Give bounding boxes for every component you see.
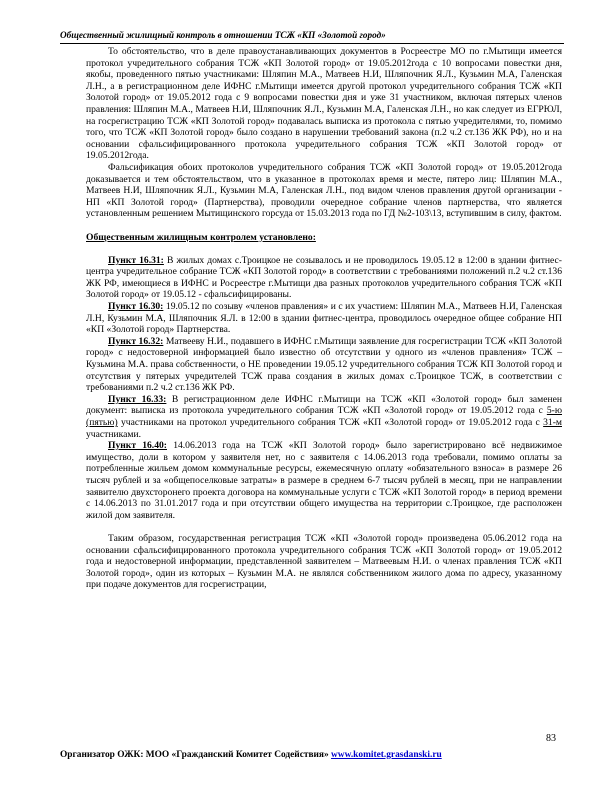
page-header: Общественный жилищный контроль в отношении ТСЖ «КП «Золотой город» [60, 30, 386, 40]
point-16-30 [86, 301, 562, 336]
paragraph-1: То обстоятельство, что в деле правоустанавливающих документов в Росреестре МО по г.Мытищи имеется протокол учредительного собрания ТСЖ «КП Золотой город» от 19.05.2012года с 10 вопросами повестки дня, якобы, проведенного пятью участниками: Шляпин М.А., Матвеев Н.И, Шляпочник Я.Л., Кузьмин М.А, Галенская Л.Н., а в регистрационном деле ИФНС г.Мытищи имеется другой протокол учредительного собрания ТСЖ «КП Золотой город» от 19.05.2012 года с 9 вопросами повестки дня и уже 31 участником, включая пятерых членов правления: Шляпин М.А., Матвеев Н.И, Шляпочник Я.Л., Кузьмин М.А, Галенская Л.Н., но как следует из ЕГРЮЛ, на госрегистрацию ТСЖ «КП Золотой город» подавалась выписка из протокола с пятью учредителями, то, помимо того, что ТСЖ «КП Золотой город» было создано в нарушении требований закона (п.2 ч.2 ст.136 ЖК РФ), но и на основании сфальсифицированного протокола учредительного собрания ТСЖ «КП Золотой город» от 19.05.2012года. [86, 46, 562, 162]
point-text: В регистрационном деле ИФНС г.Мытищи на ТСЖ «КП «Золотой город» был заменен документ: выписка из протокола учредительного собрания ТСЖ «КП «Золотой город» от 19.05.2012 года с [86, 393, 562, 417]
point-16-32 [86, 336, 562, 394]
header-divider [60, 43, 564, 44]
point-text: В жилых домах с.Троицкое не созывалось и не проводилось 19.05.12 в 12:00 в здании фитнес-центра учредительное собрание ТСЖ «КП Золотой город» в соответствии с требованиями положений п.2 ч.2 ст.136 ЖК РФ, имеющиеся в ИФНС и Росреестре г.Мытищи два разных протоколов учредительного собрания ТСЖ «КП Золотой город» от 19.05.12 - сфальсифицированы. [86, 254, 562, 301]
spacer [86, 243, 562, 255]
point-label: Пункт 16.40: [108, 440, 167, 452]
point-label: Пункт 16.31: [108, 254, 164, 266]
paragraph-2: Фальсификация обоих протоколов учредительного собрания ТСЖ «КП Золотой город» от 19.05.2012года доказывается и тем обстоятельством, что в указанное в протоколах время и месте, пятеро лиц: Шляпин М.А., Матвеев Н.И, Шляпочник Я.Л., Кузьмин М.А, Галенская Л.Н., под видом членов правления другой организации - НП «КП Золотой город» (Партнерства), проводили очередное собрание членов партнерства, что является установленным решением Мытищинского горсуда от 15.03.2013 года по ГД №2-103\13, вступившим в силу, фактом. [86, 161, 562, 220]
underlined-count-31: 31-м [543, 417, 562, 428]
section-heading-text: Общественным жилищным контролем установлено: [86, 231, 316, 243]
point-16-31 [86, 255, 562, 301]
paragraph-conclusion: Таким образом, государственная регистрация ТСЖ «КП «Золотой город» произведена 05.06.2012 года на основании сфальсифицированного протокола учредительного собрания ТСЖ «КП Золотой город» от 19.05.2012 года и недостоверной информации, представленной заявителем – Матвеевым Н.И. о членах правления ТСЖ «КП Золотой город», один из которых – Кузьмин М.А. не являлся собственником жилого дома по адресу, указанному при подаче документов для госрегистрации, [86, 532, 562, 591]
point-text: участниками. [86, 428, 141, 440]
point-text: 19.05.12 по созыву «членов правления» и с их участием: Шляпин М.А., Матвеев Н.И, Галенская Л.Н, Кузьмин М.А, Шляпочник Я.Л. в 12:00 в здании фитнес-центра, проводилось очередное общее собрание НП «КП «Золотой город» Партнерства. [86, 301, 562, 336]
spacer [86, 521, 562, 533]
section-heading [86, 232, 562, 244]
point-16-40 [86, 440, 562, 521]
footer-organizer: Организатор ОЖК: МОО «Гражданский Комитет Содействия» [60, 750, 332, 760]
underlined-count-five: 5-ю (пятью) [86, 405, 562, 428]
point-text: 14.06.2013 года на ТСЖ «КП Золотой город» было зарегистрировано всё недвижимое имущество, доли в котором у заявителя нет, но с заявителя с 14.06.2013 года требовали, помимо оплаты за потребленные жильем домом коммунальные ресурсы, ежемесячную оплату «обязательного взноса» в размере 26 тысяч рублей и за «общепоселковые затраты» в размере в среднем 6-7 тысяч рублей в месяц, при не направлении заявителю двухсторонего проекта договора на коммунальные услуги с ТСЖ «КП Золотой город» в период времени с 14.06.2013 по 31.01.2017 года и при отсутствии общего имущества на территории с.Троицкое, где расположен жилой дом заявителя. [86, 440, 562, 521]
page-footer [60, 750, 560, 760]
point-label: Пункт 16.30: [108, 301, 164, 313]
point-16-33 [86, 394, 562, 440]
point-label: Пункт 16.33: [108, 393, 167, 405]
spacer [86, 220, 562, 232]
point-text: Матвееву Н.И., подавшего в ИФНС г.Мытищи заявление для госрегистрации ТСЖ «КП Золотой город» с недостоверной информацией было известно об отсутствии у одного из «членов правления» ТСЖ – Кузьмина М.А. права собственности, о НЕ проведении 19.05.12 учредительного собрания ТСЖ КП Золотой город и отсутствия у пятерых учредителей ТСЖ права создания в жилых домах с.Троицкое ТСЖ, в соответствии с требованиями п.2 ч.2 ст.136 ЖК РФ. [86, 335, 562, 394]
page-number: 83 [546, 733, 556, 744]
point-text: участниками на протокол учредительного собрания ТСЖ «КП «Золотой город» от 19.05.2012 года с [117, 417, 544, 428]
point-label: Пункт 16.32: [108, 335, 164, 347]
footer-website-link[interactable]: www.komitet.grasdanski.ru [331, 750, 442, 760]
document-body [86, 46, 562, 591]
